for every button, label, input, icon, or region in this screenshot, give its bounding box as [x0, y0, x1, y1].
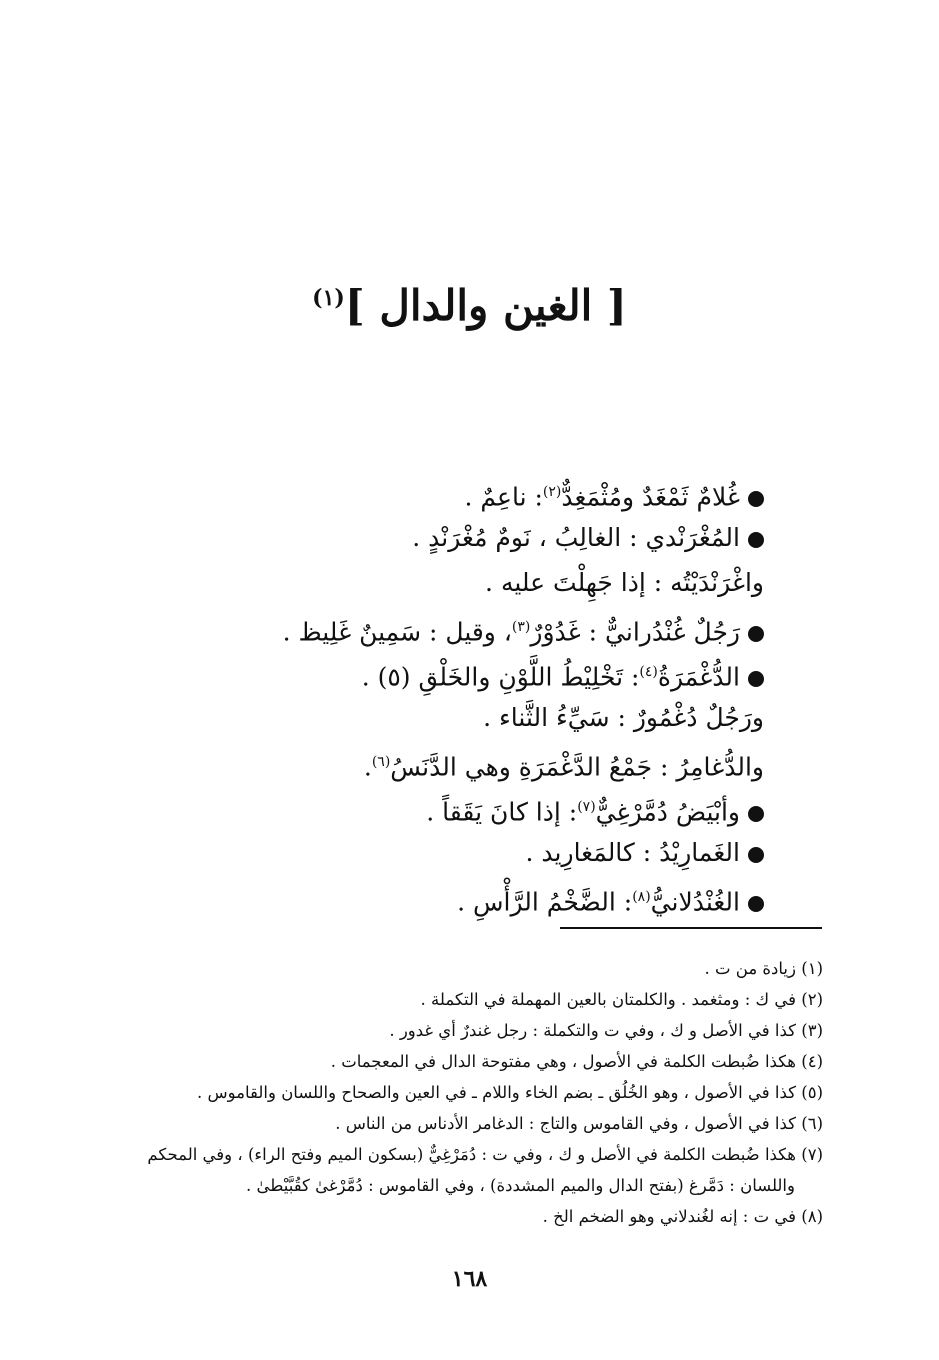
footnote-number: (١): [801, 959, 823, 978]
entry-6: [164, 695, 764, 740]
footnote-number: (٨): [801, 1207, 823, 1226]
footnote-divider: [560, 927, 822, 929]
entry-8: [164, 785, 764, 830]
page-number: ١٦٨: [451, 1266, 488, 1292]
entry-7: [164, 740, 764, 785]
bullet-icon: [748, 491, 764, 507]
footnote-text: زيادة من ت .: [704, 959, 796, 978]
footnote-text: في ك : ومثغمد . والكلمتان بالعين المهملة في التكملة .: [420, 990, 796, 1009]
entry-text: ورَجُلٌ دُغْمُورٌ : سَيِّءُ الثَّناء .: [483, 703, 764, 732]
entry-3: [164, 560, 764, 605]
footnote-ref: (٤): [639, 664, 658, 680]
footnote-number: (٣): [801, 1021, 823, 1040]
footnote-text: كذا في الأصل و ك ، وفي ت والتكملة : رجل غندرٌ أي غدور .: [389, 1021, 796, 1040]
entry-rest: : الضَّخْمُ الرَّأْسِ .: [457, 887, 633, 917]
entry-rest: : تَخْلِيْطُ اللَّوْنِ والخَلْقِ (٥) .: [361, 662, 640, 692]
section-heading: [0, 268, 939, 336]
entry-1: [164, 470, 764, 515]
footnote-1: [103, 953, 823, 984]
footnote-text: كذا في الأصول ، وهو الخُلُق ـ بضم الخاء واللام ـ في العين والصحاح واللسان والقاموس .: [197, 1083, 796, 1102]
entry-rest: .: [363, 752, 372, 782]
entry-text: والدُّغامِرُ : جَمْعُ الدَّغْمَرَةِ وهي الدَّنَسُ: [390, 752, 764, 782]
footnote-ref: (٦): [371, 754, 391, 770]
entry-text: الدُّغْمَرَةُ: [657, 662, 740, 692]
footnote-6: [103, 1108, 823, 1139]
entry-text: واغْرَنْدَيْتُه : إذا جَهِلْتَ عليه .: [485, 568, 764, 597]
entry-text: وأبْيَضُ دُمَّرْغِيٌّ: [595, 797, 740, 827]
entry-rest: : إذا كانَ يَقَقاً .: [426, 797, 578, 827]
entry-rest: ، وقيل : سَمِينٌ غَلِيظ .: [282, 617, 512, 647]
footnote-3: [103, 1015, 823, 1046]
entry-text: المُغْرَنْدي : الغالِبُ ، نَومٌ مُغْرَنْدٍ .: [412, 523, 740, 552]
footnote-text: هكذا ضُبطت الكلمة في الأصل و ك ، وفي ت : دُمَرْغِيٌّ (بسكون الميم وفتح الراء) ، وفي المحكم: [147, 1145, 796, 1164]
footnote-ref: (٧): [577, 799, 596, 815]
bullet-icon: [748, 626, 764, 642]
footnote-number: (٤): [801, 1052, 823, 1071]
footnote-number: (٧): [801, 1145, 823, 1164]
footnote-number: (٥): [801, 1083, 823, 1102]
dictionary-entries: [164, 470, 764, 920]
footnote-2: [103, 984, 823, 1015]
footnote-5: [103, 1077, 823, 1108]
bullet-icon: [748, 671, 764, 687]
footnote-continuation: واللسان : دَمَّرغ (بفتح الدال والميم المشددة) ، وفي القاموس : دُمَّرْغىٰ كقُبَّيْطىٰ .: [245, 1176, 795, 1195]
entry-4: [164, 605, 764, 650]
heading-footnote-ref: (١): [312, 285, 345, 311]
footnote-text: في ت : إنه لغُندلاني وهو الضخم الخ .: [542, 1207, 796, 1226]
footnote-4: [103, 1046, 823, 1077]
entry-9: [164, 830, 764, 875]
footnote-text: كذا في الأصول ، وفي القاموس والتاج : الدغامر الأدناس من الناس .: [335, 1114, 796, 1133]
bullet-icon: [748, 847, 764, 863]
footnote-text: هكذا ضُبطت الكلمة في الأصول ، وهي مفتوحة الدال في المعجمات .: [330, 1052, 796, 1071]
section-heading-text: [ الغين والدال ]: [344, 281, 627, 330]
footnote-ref: (٨): [632, 889, 651, 905]
bullet-icon: [748, 806, 764, 822]
footnote-ref: (٣): [511, 619, 531, 635]
entry-rest: : ناعِمٌ .: [464, 482, 543, 512]
entry-text: الغَمارِيْدُ : كالمَغارِيد .: [525, 838, 740, 867]
bullet-icon: [748, 896, 764, 912]
entry-text: رَجُلٌ غُنْدُرانيٌّ : غَدُوْرٌ: [530, 617, 740, 647]
footnote-7: [103, 1139, 823, 1201]
footnote-number: (٦): [801, 1114, 823, 1133]
entry-text: الغُنْدُلانيُّ: [650, 887, 740, 917]
footnote-ref: (٢): [542, 484, 562, 500]
entry-10: [164, 875, 764, 920]
footnotes: [103, 953, 823, 1232]
entry-2: [164, 515, 764, 560]
entry-text: غُلامٌ ثَمْغَدٌ ومُثْمَغِدٌّ: [561, 482, 740, 512]
footnote-number: (٢): [801, 990, 823, 1009]
entry-5: [164, 650, 764, 695]
bullet-icon: [748, 532, 764, 548]
footnote-8: [103, 1201, 823, 1232]
